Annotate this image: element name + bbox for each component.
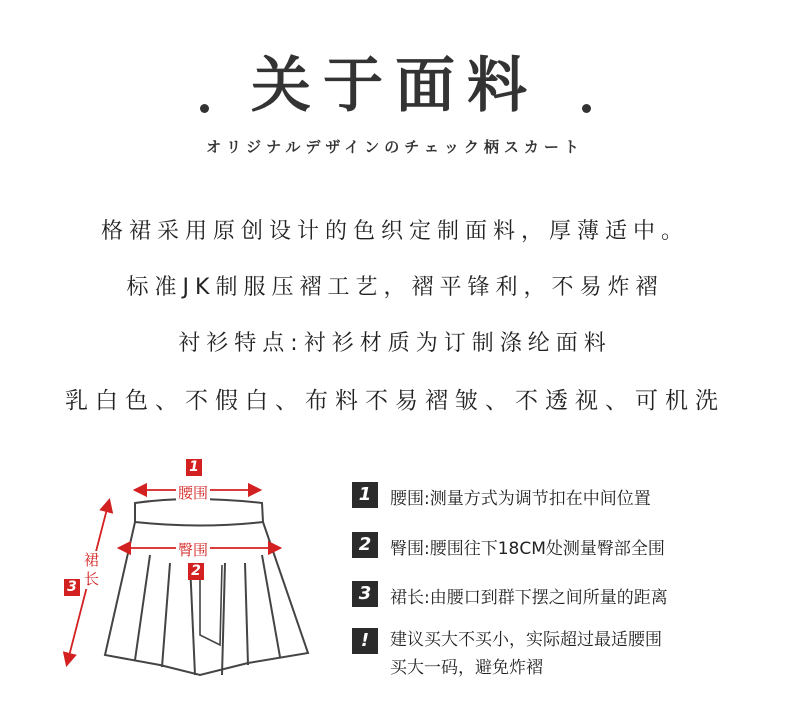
- title-dot-right: [582, 104, 591, 113]
- waist-label: 腰围: [178, 484, 209, 502]
- note-text-advice: [390, 626, 662, 682]
- description-line-2: 标准JK制服压褶工艺，褶平锋利，不易炸褶: [126, 275, 664, 300]
- description-line-1: 格裙采用原创设计的色织定制面料，厚薄适中。: [100, 219, 689, 244]
- note-advice-line-2: 买大一码，避免炸褶: [390, 658, 543, 678]
- hip-number-box: 2: [188, 563, 204, 580]
- skirt-measurement-diagram: [50, 455, 330, 700]
- note-badge-3: 3: [352, 581, 378, 607]
- note-advice-line-1: 建议买大不买小，实际超过最适腰围: [390, 630, 662, 650]
- page-title: 关于面料: [251, 51, 539, 121]
- note-text-2: 臀围:腰围往下18CM处测量臀部全围: [390, 539, 665, 559]
- page-subtitle: オリジナルデザインのチェック柄スカート: [206, 138, 584, 156]
- length-label: 裙长: [84, 551, 100, 588]
- note-badge-exclamation: !: [352, 628, 378, 654]
- hip-label: 臀围: [178, 541, 209, 559]
- description-line-3: 衬衫特点:衬衫材质为订制涤纶面料: [178, 331, 612, 356]
- note-text-1: 腰围:测量方式为调节扣在中间位置: [390, 489, 651, 509]
- description-line-4: 乳白色、不假白、布料不易褶皱、不透视、可机洗: [65, 388, 725, 414]
- note-badge-2: 2: [352, 532, 378, 558]
- title-row: [0, 38, 790, 121]
- note-text-3: 裙长:由腰口到群下摆之间所量的距离: [390, 588, 668, 608]
- waist-number-box: 1: [186, 459, 202, 476]
- length-number-box: 3: [64, 579, 80, 596]
- note-badge-1: 1: [352, 482, 378, 508]
